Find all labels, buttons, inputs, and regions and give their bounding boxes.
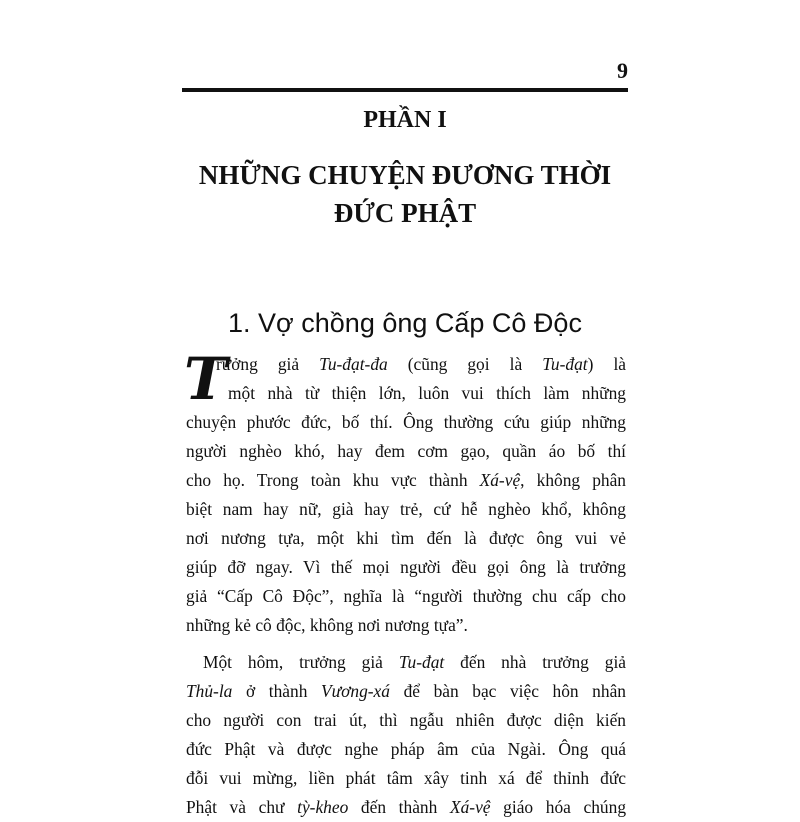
text-run: rưởng giả: [216, 354, 320, 374]
paragraph-2: [186, 648, 626, 822]
text-run: một nhà từ thiện lớn, luôn vui thích làm những: [228, 383, 626, 403]
text-run: , không phân: [520, 470, 626, 490]
text-run-italic: Tu-đạt-đa: [319, 354, 388, 374]
main-title-line-2: ĐỨC PHẬT: [333, 198, 477, 228]
text-line: [186, 466, 626, 495]
text-line: [186, 706, 626, 735]
text-line: [186, 495, 626, 524]
text-line: [186, 408, 626, 437]
text-run-italic: Xá-vệ: [479, 470, 521, 490]
main-title-line-1: NHỮNG CHUYỆN ĐƯƠNG THỜI: [198, 160, 612, 190]
text-line: [186, 437, 626, 466]
text-run: biệt nam hay nữ, già hay trẻ, cứ hễ nghèo khổ, không: [186, 499, 626, 519]
text-run: nơi nương tựa, một khi tìm đến là được ông vui vẻ: [186, 528, 626, 548]
text-run: ) là: [587, 354, 626, 374]
text-run: đến thành: [348, 797, 450, 817]
text-run: Phật và chư: [186, 797, 298, 817]
text-line: [186, 611, 626, 640]
text-run: người nghèo khó, hay đem cơm gạo, quần áo bố thí: [186, 441, 626, 461]
text-run: giáo hóa chúng: [490, 797, 626, 817]
text-run: đức Phật và được nghe pháp âm của Ngài. Ông quá: [186, 739, 626, 759]
text-run-italic: Xá-vệ: [449, 797, 491, 817]
text-line: [186, 648, 626, 677]
text-line: [186, 553, 626, 582]
text-run: đỗi vui mừng, liền phát tâm xây tinh xá để thỉnh đức: [186, 768, 626, 788]
text-line: [186, 350, 626, 379]
text-line: [186, 379, 626, 408]
text-run: để bàn bạc việc hôn nhân: [389, 681, 626, 701]
header-rule: [182, 88, 628, 92]
page-number: 9: [617, 58, 628, 83]
text-run: những kẻ cô độc, không nơi nương tựa”.: [186, 615, 468, 635]
text-line: [186, 764, 626, 793]
body-text: [184, 345, 626, 822]
text-line: [186, 677, 626, 706]
text-line: [186, 582, 626, 611]
text-run: cho người con trai út, thì ngẫu nhiên được diện kiến: [186, 710, 626, 730]
part-title: PHẦN I: [363, 107, 447, 133]
text-run-italic: Vương-xá: [320, 681, 390, 701]
text-run: Một hôm, trưởng giả: [203, 652, 399, 672]
text-run-italic: Tu-đạt: [398, 652, 445, 672]
text-run: giả “Cấp Cô Độc”, nghĩa là “người thường chu cấp cho: [186, 586, 626, 606]
paragraph-gap: [186, 640, 626, 648]
text-line: [186, 735, 626, 764]
main-title: [182, 156, 628, 232]
text-run: cho họ. Trong toàn khu vực thành: [186, 470, 480, 490]
chapter-title: 1. Vợ chồng ông Cấp Cô Độc: [228, 308, 582, 338]
paragraph-1: [184, 345, 626, 640]
text-line: [186, 524, 626, 553]
text-run: đến nhà trưởng giả: [444, 652, 626, 672]
text-line: [186, 793, 626, 822]
drop-cap: T: [184, 345, 228, 413]
text-run: chuyện phước đức, bố thí. Ông thường cứu giúp những: [186, 412, 626, 432]
text-run: giúp đỡ ngay. Vì thế mọi người đều gọi ông là trưởng: [186, 557, 626, 577]
text-run-italic: Thủ-la: [186, 681, 233, 701]
text-run: (cũng gọi là: [387, 354, 543, 374]
text-run: ở thành: [232, 681, 321, 701]
text-run-italic: tỳ-kheo: [297, 797, 349, 817]
text-run-italic: Tu-đạt: [542, 354, 588, 374]
